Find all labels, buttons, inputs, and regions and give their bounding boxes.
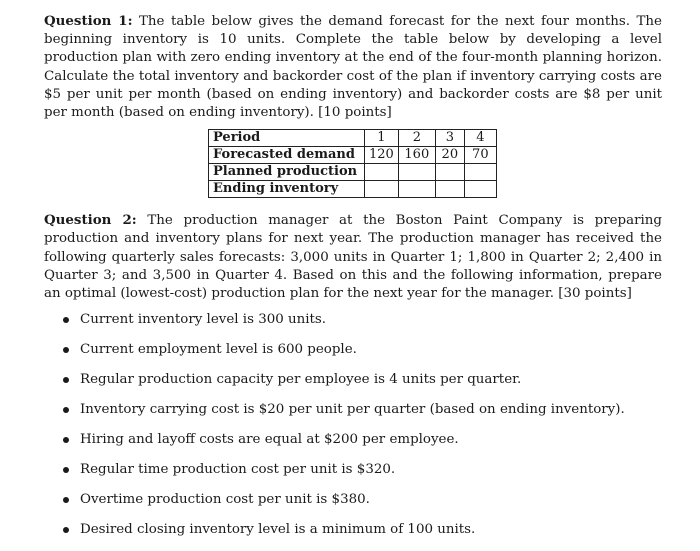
row-label: Period — [209, 130, 365, 147]
row-label: Forecasted demand — [209, 147, 365, 164]
table-cell — [365, 181, 399, 198]
question-1-text: The table below gives the demand forecast for the next four months. The beginning inventory is 10 units. Complete the table below by developing a level production plan with zero ending inventory at the end of the four-month planning horizon. Calculate the total inventory and backorder cost of the plan if inventory carrying costs are $5 per unit per month (based on ending inventory) and backorder costs are $8 per unit per month (based on ending inventory). [10 points] — [44, 14, 662, 121]
list-item-text: Current inventory level is 300 units. — [80, 312, 327, 328]
list-item — [44, 311, 662, 329]
table-cell: 70 — [464, 147, 496, 164]
table-row-planned-production — [209, 164, 497, 181]
question-2-paragraph — [44, 211, 662, 303]
bullet-icon — [63, 527, 69, 533]
table-cell — [435, 164, 464, 181]
list-item — [44, 401, 662, 419]
list-item-text: Regular production capacity per employee is 4 units per quarter. — [80, 372, 522, 388]
table-cell — [398, 164, 435, 181]
list-item-text: Desired closing inventory level is a minimum of 100 units. — [80, 522, 476, 538]
question-1-paragraph — [44, 12, 662, 122]
list-item-text: Overtime production cost per unit is $380. — [80, 492, 370, 508]
table-cell — [464, 164, 496, 181]
table-cell: 2 — [398, 130, 435, 147]
table-cell — [464, 181, 496, 198]
list-item-text: Regular time production cost per unit is $320. — [80, 462, 396, 478]
bullet-icon — [63, 437, 69, 443]
demand-forecast-table — [208, 129, 497, 198]
question-2-text: The production manager at the Boston Paint Company is preparing production and inventory plans for next year. The production manager has received the following quarterly sales forecasts: 3,000 units in Quarter 1; 1,800 in Quarter 2; 2,400 in Quarter 3; and 3,500 in Quarter 4. Based on this and the following information, prepare an optimal (lowest-cost) production plan for the next year for the manager. [30 points] — [44, 213, 662, 302]
list-item — [44, 341, 662, 359]
table-cell: 160 — [398, 147, 435, 164]
table-row-ending-inventory — [209, 181, 497, 198]
bullet-icon — [63, 497, 69, 503]
list-item — [44, 521, 662, 539]
list-item-text: Hiring and layoff costs are equal at $200 per employee. — [80, 432, 459, 448]
list-item — [44, 461, 662, 479]
table-cell — [435, 181, 464, 198]
list-item-text: Inventory carrying cost is $20 per unit per quarter (based on ending inventory). — [80, 402, 625, 418]
question-1-label: Question 1: — [44, 13, 133, 29]
list-item — [44, 431, 662, 449]
table-cell: 3 — [435, 130, 464, 147]
bullet-icon — [63, 467, 69, 473]
demand-table-wrapper — [208, 129, 662, 198]
bullet-icon — [63, 347, 69, 353]
table-cell: 20 — [435, 147, 464, 164]
row-label: Planned production — [209, 164, 365, 181]
list-item-text: Current employment level is 600 people. — [80, 342, 357, 358]
bullet-icon — [63, 407, 69, 413]
table-cell — [398, 181, 435, 198]
list-item — [44, 491, 662, 509]
table-cell: 120 — [365, 147, 399, 164]
table-cell: 1 — [365, 130, 399, 147]
table-row-forecasted-demand — [209, 147, 497, 164]
question-2-label: Question 2: — [44, 212, 137, 229]
list-item — [44, 371, 662, 389]
bullet-icon — [63, 377, 69, 383]
bullet-icon — [63, 317, 69, 323]
table-row-period — [209, 130, 497, 147]
table-cell: 4 — [464, 130, 496, 147]
question-2-bullet-list — [44, 311, 662, 539]
row-label: Ending inventory — [209, 181, 365, 198]
document-page — [44, 12, 662, 551]
table-cell — [365, 164, 399, 181]
